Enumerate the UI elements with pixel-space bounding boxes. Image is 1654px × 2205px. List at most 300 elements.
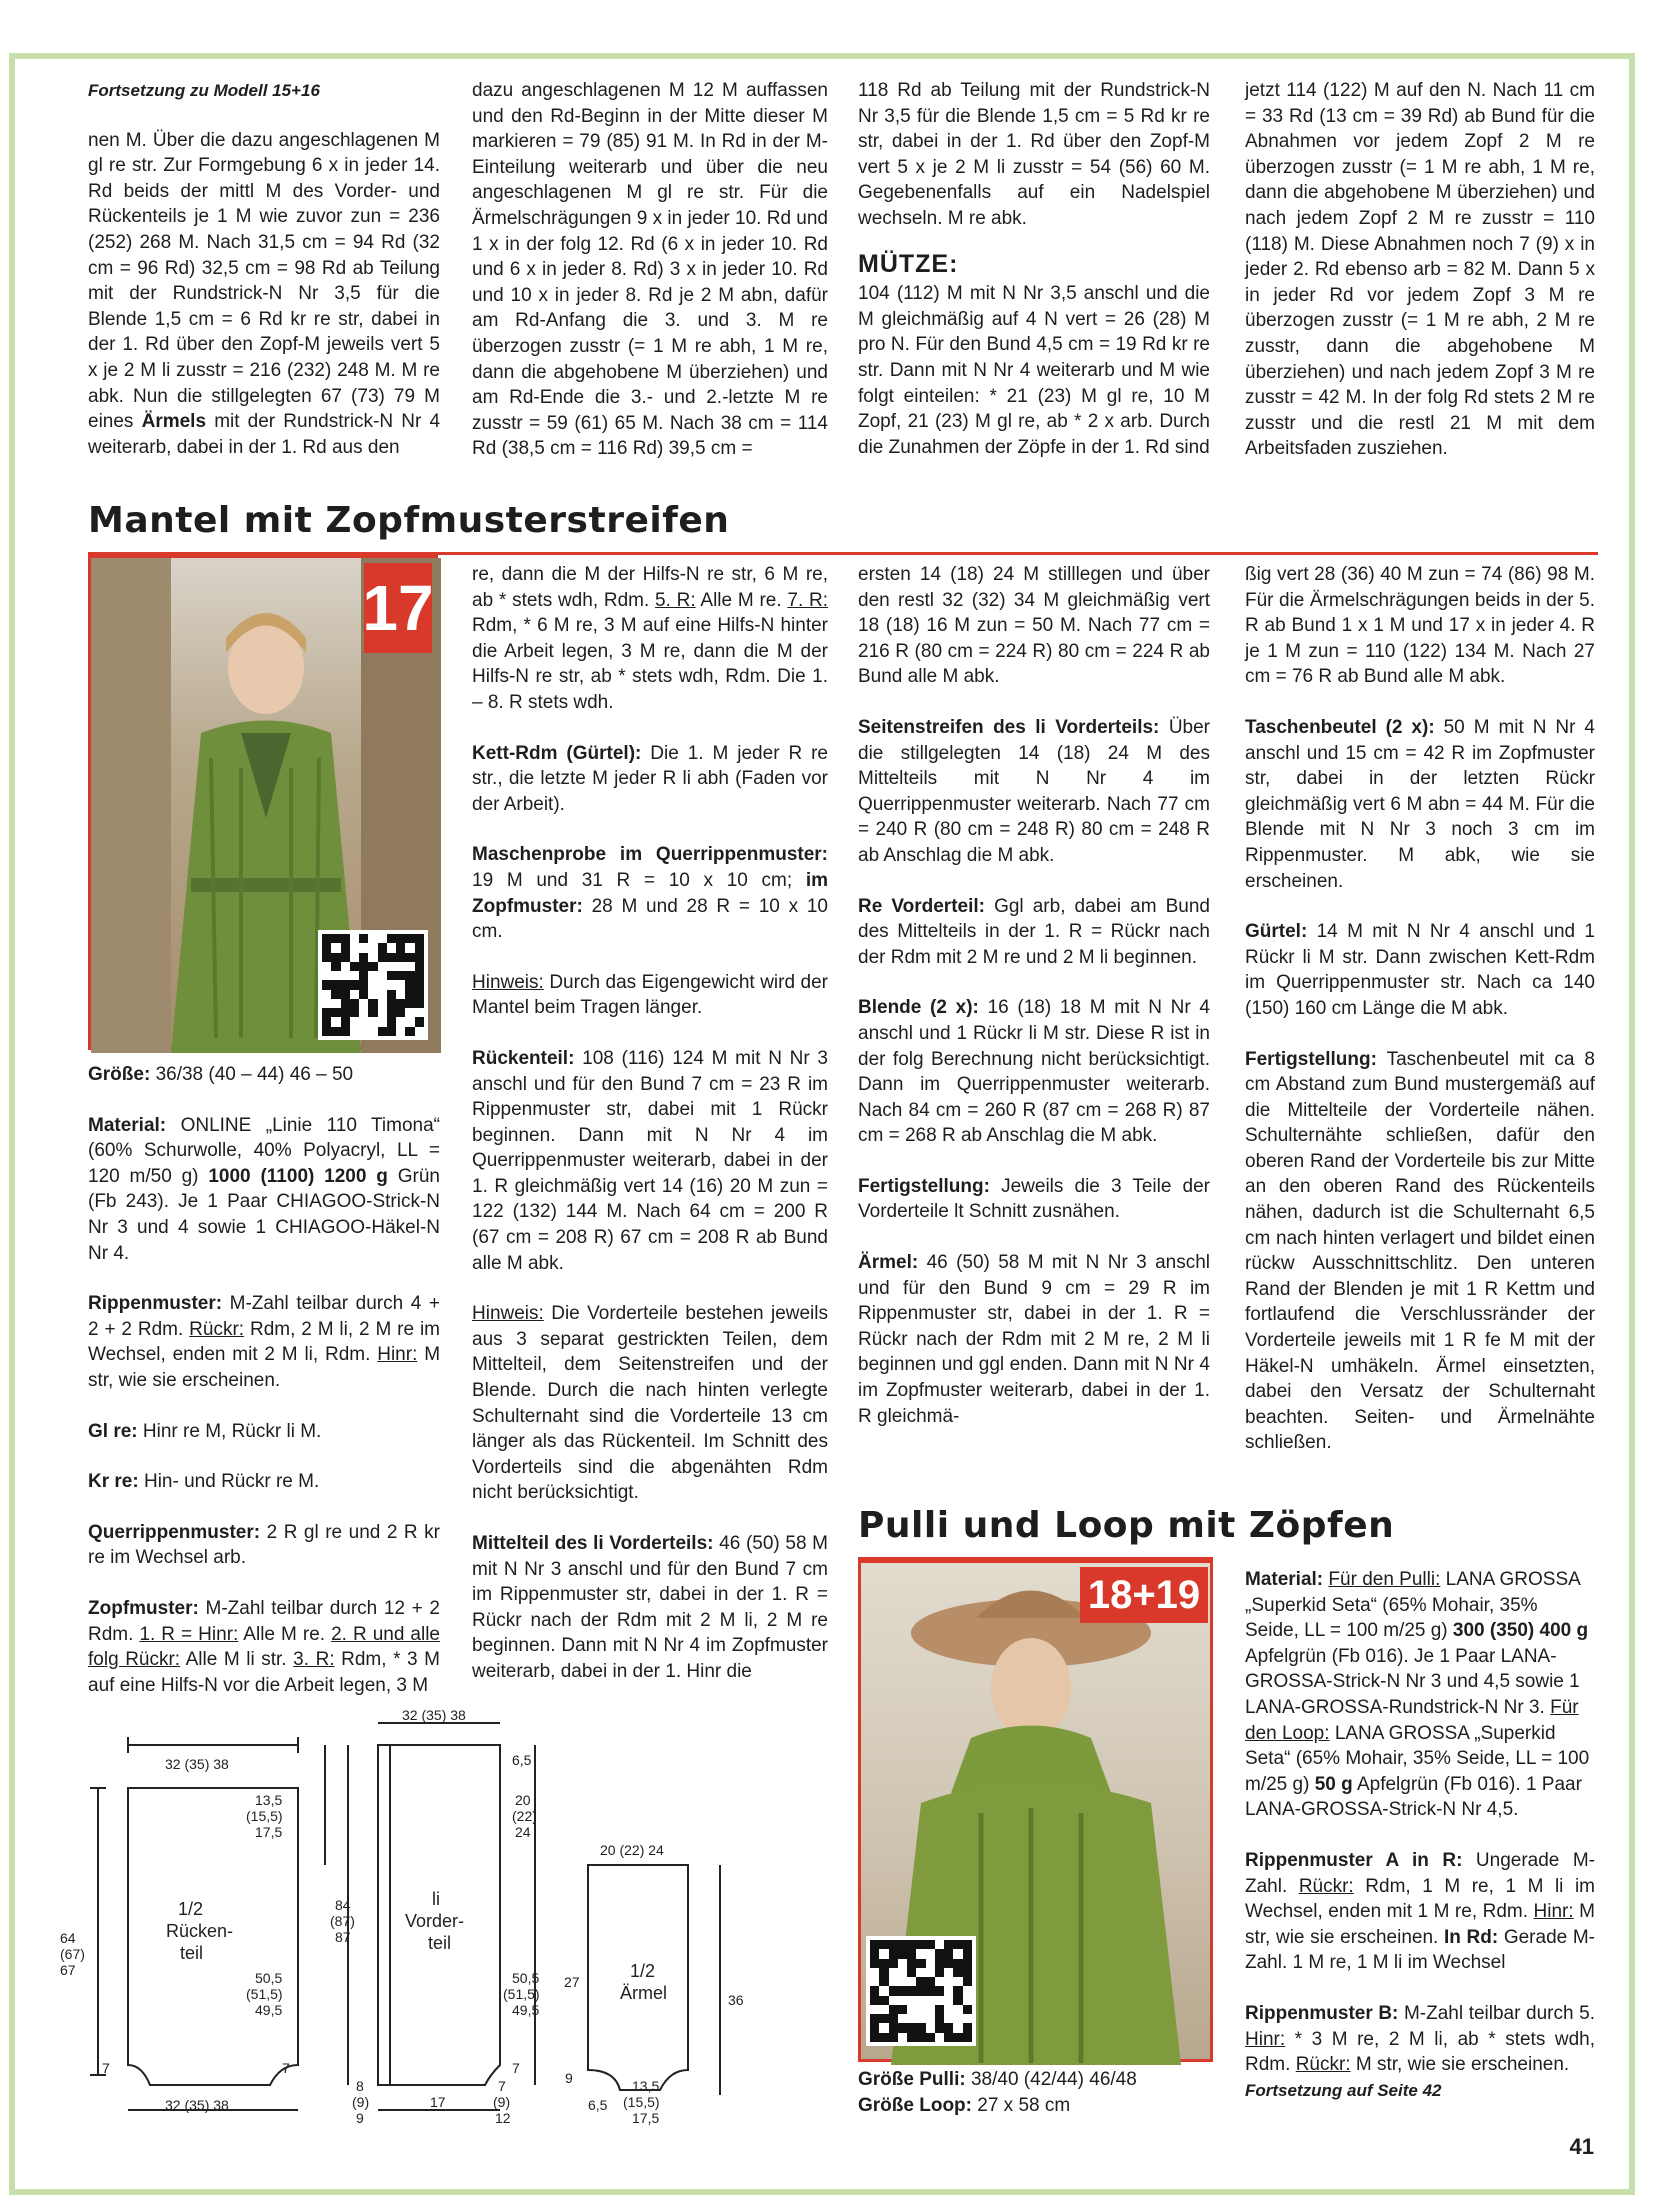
qr-cell — [898, 1940, 907, 1949]
mantel-zopfmuster: Zopfmuster: M-Zahl teilbar durch 12 + 2 Rdm. 1. R = Hinr: Alle M re. 2. R und alle folg Rückr: Alle M li str. 3. R: Rdm, * 3 M auf eine Hilfs-N vor die Arbeit legen, 3 M — [88, 1597, 441, 1696]
qr-cell — [935, 1949, 944, 1958]
qr-cell — [889, 1940, 898, 1949]
qr-cell — [916, 1940, 925, 1949]
qr-cell — [350, 1008, 359, 1017]
qr-cell — [879, 1996, 888, 2005]
qr-cell — [322, 990, 331, 999]
qr-cell — [916, 1996, 925, 2005]
qr-cell — [926, 2014, 935, 2023]
mantel-fertigstellung: Fertigstellung: Jeweils die 3 Teile der Vorderteile lt Schnitt zusnähen. — [858, 1175, 1211, 1223]
qr-cell — [907, 2033, 916, 2042]
qr-cell — [341, 953, 350, 962]
qr-cell — [944, 1986, 953, 1995]
qr-cell — [916, 2005, 925, 2014]
qr-cell — [396, 980, 405, 989]
qr-cell — [870, 1986, 879, 1995]
qr-cell — [341, 1017, 350, 1026]
back-piece-label-1: 1/2 — [178, 1899, 204, 1919]
mantel-blende: Blende (2 x): 16 (18) 18 M mit N Nr 4 anschl und 1 Rückr li M str. Diese R ist in der folg Berechnung nicht berücksichtigt. Dann im Querrippenmuster weiterarb. Nach 84 cm = 260 R (87 cm = 268 R) 87 cm = 268 R ab Anschlag die M abk. — [858, 997, 1210, 1147]
back-rib-right: 7 — [282, 2060, 290, 2076]
qr-cell — [405, 943, 414, 952]
qr-cell — [396, 1008, 405, 1017]
qr-cell — [889, 1949, 898, 1958]
front-height-3: 87 — [335, 1929, 351, 1945]
qr-cell — [405, 990, 414, 999]
qr-cell — [415, 980, 424, 989]
qr-cell — [331, 990, 340, 999]
qr-cell — [359, 999, 368, 1008]
qr-cell — [926, 2033, 935, 2042]
mutze-heading: MÜTZE: — [858, 249, 959, 278]
qr-cell — [963, 2023, 972, 2032]
qr-cell — [898, 1968, 907, 1977]
sleeve-length-total: 36 — [728, 1992, 744, 2008]
qr-cell — [907, 2023, 916, 2032]
qr-cell — [359, 934, 368, 943]
qr-cell — [331, 971, 340, 980]
mantel-taschenbeutel: Taschenbeutel (2 x): 50 M mit N Nr 4 anschl und 15 cm = 42 R im Zopfmuster str, dabei in der letzten Rückr gleichmäßig vert 6 M abn = 44 M. Für die Blende mit N Nr 3 noch 3 cm im Rippenmuster. M abk, wie sie erscheinen. — [1245, 716, 1595, 892]
qr-cell — [963, 1959, 972, 1968]
qr-cell — [926, 1959, 935, 1968]
qr-cell — [359, 971, 368, 980]
qr-cell — [322, 953, 331, 962]
back-width-3: 49,5 — [255, 2002, 283, 2018]
mantel-column-3 — [858, 562, 1210, 1429]
qr-cell — [350, 999, 359, 1008]
qr-cell — [350, 962, 359, 971]
qr-cell — [944, 2023, 953, 2032]
qr-cell — [396, 943, 405, 952]
pulli-continuation-note: Fortsetzung auf Seite 42 — [1245, 2080, 1442, 2100]
qr-cell — [944, 1996, 953, 2005]
qr-cell — [953, 2005, 962, 2014]
qr-cell — [898, 1959, 907, 1968]
qr-cell — [368, 953, 377, 962]
mutze-text: 104 (112) M mit N Nr 3,5 anschl und die M gleichmäßig auf 4 N vert = 26 (28) M pro N. Für den Bund 4,5 cm = 19 Rd kr re str. Dann mit N Nr 4 weiterarb und M wie folgt einteilen: * 21 (23) M gl re, 10 M Zopf, 21 (23) M gl re, ab * 2 x arb. Durch die Zunahmen der Zöpfe in der 1. Rd sind — [858, 283, 1210, 458]
sleeve-bottom-2: (15,5) — [623, 2094, 660, 2110]
qr-cell — [341, 934, 350, 943]
pulli-rippen-b: Rippenmuster B: M-Zahl teilbar durch 5. Hinr: * 3 M re, 2 M li, ab * stets wdh, Rdm. Rückr: M str, wie sie erscheinen. — [1245, 2002, 1595, 2076]
sleeve-bottom-1: 13,5 — [632, 2078, 660, 2094]
qr-cell — [378, 999, 387, 1008]
mantel-aermel: Ärmel: 46 (50) 58 M mit N Nr 3 anschl und für den Bund 9 cm = 29 R im Rippenmuster str, dabei in der 1. R = Rückr nach der Rdm mit 2 M re, 2 M li beginnen und ggl enden. Dann mit N Nr 4 im Zopfmuster weiterarb, dabei in der 1. R gleichmä- — [858, 1252, 1210, 1427]
qr-cell — [907, 1986, 916, 1995]
qr-cell — [953, 1949, 962, 1958]
qr-cell — [870, 1940, 879, 1949]
front-side-2: (9) — [493, 2094, 511, 2110]
qr-cell — [331, 1008, 340, 1017]
qr-cell — [935, 2023, 944, 2032]
pulli-size: Größe Pulli: 38/40 (42/44) 46/48 — [858, 2069, 1137, 2090]
front-bottom-width: 17 — [430, 2094, 446, 2110]
qr-cell — [331, 934, 340, 943]
qr-cell — [907, 1940, 916, 1949]
qr-cell — [350, 934, 359, 943]
qr-cell — [963, 1977, 972, 1986]
qr-cell — [322, 943, 331, 952]
qr-cell — [341, 990, 350, 999]
qr-cell — [889, 1959, 898, 1968]
top-column-1 — [88, 78, 440, 460]
qr-cell — [944, 1959, 953, 1968]
pulli-sizes — [858, 2067, 1218, 2118]
back-side-3: 17,5 — [255, 1824, 283, 1840]
qr-cell — [963, 1996, 972, 2005]
qr-cell — [870, 2014, 879, 2023]
qr-cell — [898, 2014, 907, 2023]
qr-cell — [953, 1968, 962, 1977]
qr-cell — [907, 1968, 916, 1977]
qr-cell — [898, 2023, 907, 2032]
qr-cell — [898, 2033, 907, 2042]
qr-cell — [359, 980, 368, 989]
mantel-size: Größe: 36/38 (40 – 44) 46 – 50 — [88, 1064, 354, 1085]
qr-cell — [378, 962, 387, 971]
front-neck-2: (22) — [512, 1808, 537, 1824]
mantel-querrippenmuster: Querrippenmuster: 2 R gl re und 2 R kr re im Wechsel arb. — [88, 1521, 440, 1569]
qr-cell — [322, 999, 331, 1008]
sleeve-piece-label-1: 1/2 — [630, 1961, 656, 1981]
qr-cell — [396, 953, 405, 962]
top-column-2 — [472, 78, 828, 462]
mantel-gl-re: Gl re: Hinr re M, Rückr li M. — [88, 1420, 322, 1442]
back-width-2: (51,5) — [246, 1986, 283, 2002]
qr-cell — [889, 1977, 898, 1986]
qr-cell — [916, 1949, 925, 1958]
qr-cell — [368, 1017, 377, 1026]
qr-cell — [889, 1996, 898, 2005]
qr-cell — [935, 2033, 944, 2042]
qr-cell — [387, 1027, 396, 1036]
qr-cell — [879, 2014, 888, 2023]
qr-cell — [963, 1986, 972, 1995]
qr-cell — [898, 1949, 907, 1958]
qr-cell — [368, 980, 377, 989]
qr-cell — [926, 1996, 935, 2005]
qr-cell — [953, 2023, 962, 2032]
qr-cell — [953, 1940, 962, 1949]
qr-cell — [331, 999, 340, 1008]
top-col4-text: jetzt 114 (122) M auf den N. Nach 11 cm = 33 Rd (13 cm = 39 Rd) ab Bund für die Abnahmen vor jedem Zopf 2 M re überzogen zusstr (= 1 M re abh, 1 M re, dann die abgehobene M überziehen) und nach jedem Zopf 2 M re zusstr = 110 (118) M. Diese Abnahmen noch 7 (9) x in jeder 2. Rd ebenso arb = 82 M. Dann 5 x in jeder Rd vor jedem Zopf 3 M re überzogen zusstr (= 1 M re abh, 2 M re zusstr, dann die abgehobene M überziehen) und nach jedem Zopf 3 M re zusstr = 42 M. In der folg Rd stets 2 M re zusstr und die restl 21 M mit dem Arbeitsfaden zusziehen. — [1245, 80, 1595, 460]
qr-cell — [378, 943, 387, 952]
qr-cell — [387, 1008, 396, 1017]
qr-cell — [916, 2014, 925, 2023]
front-piece-label-2: Vorder- — [405, 1911, 465, 1931]
qr-cell — [405, 953, 414, 962]
qr-cell — [350, 990, 359, 999]
qr-cell — [368, 943, 377, 952]
sleeve-bottom-3: 17,5 — [632, 2110, 660, 2126]
qr-cell — [322, 971, 331, 980]
qr-cell — [378, 971, 387, 980]
qr-cell — [387, 943, 396, 952]
qr-cell — [907, 2005, 916, 2014]
qr-cell — [870, 1996, 879, 2005]
qr-cell — [350, 1027, 359, 1036]
qr-cell — [935, 1986, 944, 1995]
qr-cell — [378, 1027, 387, 1036]
qr-cell — [322, 962, 331, 971]
qr-cell — [879, 2005, 888, 2014]
top-column-4 — [1245, 78, 1595, 462]
qr-cell — [331, 962, 340, 971]
qr-cell — [916, 1959, 925, 1968]
qr-cell — [879, 1968, 888, 1977]
mantel-title: Mantel mit Zopfmusterstreifen — [88, 500, 730, 541]
front-height-2: (87) — [330, 1913, 355, 1929]
qr-cell — [879, 1940, 888, 1949]
front-blende-2: (9) — [352, 2094, 370, 2110]
qr-cell — [396, 971, 405, 980]
front-side-3: 12 — [495, 2110, 511, 2126]
qr-cell — [953, 1959, 962, 1968]
qr-cell — [331, 980, 340, 989]
top-col2-text: dazu angeschlagenen M 12 M auffassen und den Rd-Beginn in der Mitte dieser M markieren = 79 (85) 91 M. In Rd in der M-Einteilung weiterarb und über die neu angeschlagenen M gl re str. Für die Ärmelschrägungen 9 x in jeder 10. Rd und 1 x in der folg 12. Rd (6 x in jeder 10. Rd und 6 x in jeder 8. Rd) 3 x in jeder 10. Rd und 10 x in jeder 8. Rd je 2 M abn, dafür am Rd-Anfang die 3. und 3. M re überzogen zusstr (= 1 M re abh, 1 M re, dann die abgehobene M überziehen) und am Rd-Ende die 3.- und 2.-letzte M re zusstr = 59 (61) 65 M. Nach 38 cm = 114 Rd (38,5 cm = 116 Rd) 39,5 cm = — [472, 80, 828, 460]
mantel-fertigstellung-2: Fertigstellung: Taschenbeutel mit ca 8 cm Abstand zum Bund mustergemäß auf die Mittelteile der Vorderteile nähen. Schulternähte schließen, dafür den oberen Rand der Vorderteile bis zur Mitte an den oberen Rand des Rückenteils nähen, dadurch ist die Schulternaht 6,5 cm nach hinten verlagert und bildet einen rückw Ausschnittschlitz. Den unteren Rand der Blenden je mit 1 R Kettm und fortlaufend die Verschlussränder der Vorderteile jeweils mit 1 R fe M mit der Häkel-N umhäkeln. Ärmel einsetzten, dabei den Versatz der Schulternaht beachten. Seiten- und Ärmelnähte schließen. — [1245, 1048, 1596, 1454]
qr-cell — [944, 1940, 953, 1949]
qr-cell — [898, 2005, 907, 2014]
qr-cell — [387, 971, 396, 980]
mantel-re-vorderteil: Re Vorderteil: Ggl arb, dabei am Bund des Mittelteils in der 1. R = Rückr nach der Rdm mit 2 M re und 2 M li beginnen. — [858, 895, 1210, 968]
qr-cell — [341, 1008, 350, 1017]
page-number: 41 — [1569, 2134, 1594, 2159]
qr-cell — [341, 971, 350, 980]
mantel-model-badge: 17 — [364, 563, 432, 653]
qr-cell — [916, 1977, 925, 1986]
qr-cell — [907, 2014, 916, 2023]
mantel-column-4 — [1245, 562, 1595, 1456]
qr-cell — [944, 1968, 953, 1977]
qr-cell — [396, 999, 405, 1008]
back-height-3: 67 — [60, 1962, 76, 1978]
qr-cell — [944, 2005, 953, 2014]
qr-cell — [378, 980, 387, 989]
top-col1-text: nen M. Über die dazu angeschlagenen M gl re str. Zur Formgebung 6 x in jeder 14. Rd beids der mittl M des Vorder- und Rückenteils je 1 M wie zuvor zun = 236 (252) 268 M. Nach 31,5 cm = 94 Rd (32 cm = 96 Rd) 32,5 cm = 98 Rd ab Teilung mit der Rundstrick-N Nr 3,5 für die Blende 1,5 cm = 6 Rd kr re str, dabei in der 1. Rd über den Zopf-M jeweils vert 5 x je 2 M li zusstr = 216 (232) 248 M. M re abk. Nun die stillgelegten 67 (73) 79 M eines Ärmels mit der Rundstrick-N Nr 4 weiterarb, dabei in der 1. Rd aus den — [88, 129, 441, 458]
mantel-column-2 — [472, 562, 828, 1685]
mantel-kett-rdm: Kett-Rdm (Gürtel): Die 1. M jeder R re str., die letzte M jeder R li abh (Faden vor der Arbeit). — [472, 742, 828, 815]
qr-cell — [359, 962, 368, 971]
qr-cell — [341, 962, 350, 971]
qr-cell — [415, 962, 424, 971]
pulli-material: Material: Für den Pulli: LANA GROSSA „Superkid Seta“ (65% Mohair, 35% Seide, LL = 100 m/25 g) 300 (350) 400 g Apfelgrün (Fb 016). Je 1 Paar LANA-GROSSA-Strick-N Nr 3 und 4,5 sowie 1 LANA-GROSSA-Rundstrick-N Nr 3. Für den Loop: LANA GROSSA „Superkid Seta“ (65% Mohair, 35% Seide, LL = 100 m/25 g) 50 g Apfelgrün (Fb 016). 1 Paar LANA-GROSSA-Strick-N Nr 4,5. — [1245, 1569, 1590, 1821]
qr-cell — [944, 2033, 953, 2042]
mantel-column-1 — [88, 1062, 440, 1698]
qr-cell — [405, 1017, 414, 1026]
loop-size: Größe Loop: 27 x 58 cm — [858, 2094, 1071, 2116]
front-blende-3: 9 — [356, 2110, 364, 2126]
front-neck-1: 20 — [515, 1792, 531, 1808]
back-height-2: (67) — [60, 1946, 85, 1962]
qr-cell — [350, 980, 359, 989]
qr-cell — [898, 1996, 907, 2005]
back-width-1: 50,5 — [255, 1970, 283, 1986]
qr-cell — [415, 1017, 424, 1026]
qr-cell — [889, 1968, 898, 1977]
qr-cell — [322, 1008, 331, 1017]
qr-cell — [359, 1008, 368, 1017]
mantel-aermel-cont: ßig vert 28 (36) 40 M zun = 74 (86) 98 M. Für die Ärmelschrägungen beids in der 5. R ab Bund 1 x 1 M und 17 x in jeder 4. R je 1 M zun = 110 (122) 134 M. Nach 27 cm = 76 R ab Bund alle M abk. — [1245, 564, 1595, 688]
qr-cell — [926, 1940, 935, 1949]
qr-cell — [889, 2033, 898, 2042]
qr-cell — [322, 980, 331, 989]
front-piece-label-1: li — [432, 1889, 440, 1909]
qr-cell — [359, 990, 368, 999]
qr-cell — [870, 2033, 879, 2042]
qr-cell — [387, 980, 396, 989]
qr-cell — [331, 1017, 340, 1026]
qr-cell — [341, 999, 350, 1008]
front-height-1: 84 — [335, 1897, 351, 1913]
qr-cell — [916, 1986, 925, 1995]
front-blende-1: 8 — [356, 2078, 364, 2094]
sleeve-cuff: 9 — [565, 2070, 573, 2086]
qr-cell — [870, 1959, 879, 1968]
qr-cell — [350, 1017, 359, 1026]
qr-cell — [387, 990, 396, 999]
qr-cell — [879, 1986, 888, 1995]
qr-cell — [396, 990, 405, 999]
qr-cell — [870, 1949, 879, 1958]
qr-cell — [387, 962, 396, 971]
qr-cell — [368, 999, 377, 1008]
qr-cell — [907, 1949, 916, 1958]
qr-cell — [359, 953, 368, 962]
qr-cell — [953, 2014, 962, 2023]
qr-cell — [870, 1968, 879, 1977]
qr-cell — [926, 2005, 935, 2014]
qr-cell — [879, 2033, 888, 2042]
back-piece-label-2: Rücken- — [166, 1921, 234, 1941]
front-width-1: 50,5 — [512, 1970, 540, 1986]
qr-cell — [368, 990, 377, 999]
qr-cell — [916, 2023, 925, 2032]
qr-cell — [879, 1977, 888, 1986]
pulli-model-badge: 18+19 — [1080, 1567, 1208, 1623]
continuation-note: Fortsetzung zu Modell 15+16 — [88, 81, 320, 100]
qr-cell — [907, 1996, 916, 2005]
mantel-maschenprobe: Maschenprobe im Querrippenmuster: 19 M und 31 R = 10 x 10 cm; im Zopfmuster: 28 M und 28 R = 10 x 10 cm. — [472, 844, 828, 943]
qr-cell — [368, 934, 377, 943]
qr-cell — [341, 1027, 350, 1036]
qr-cell — [378, 953, 387, 962]
qr-cell — [953, 2033, 962, 2042]
qr-cell — [350, 953, 359, 962]
mantel-material: Material: ONLINE „Linie 110 Timona“ (60% Schurwolle, 40% Polyacryl, LL = 120 m/50 g) 1000 (1100) 1200 g Grün (Fb 243). Je 1 Paar CHIAGOO-Strick-N Nr 3 und 4 sowie 1 CHIAGOO-Häkel-N Nr 4. — [88, 1114, 440, 1264]
mantel-rueckenteil: Rückenteil: 108 (116) 124 M mit N Nr 3 anschl und für den Bund 7 cm = 23 R im Rippenmuster str, dabei mit 1 Rückr beginnen. Dann mit N Nr 4 im Querrippenmuster weiterarb, dabei in der 1. R gleichmäßig vert 14 (16) 20 M zun = 122 (132) 144 M. Nach 64 cm = 200 R (67 cm = 208 R) 67 cm = 208 R ab Bund alle M abk. — [472, 1047, 828, 1274]
qr-cell — [405, 962, 414, 971]
pulli-column — [1245, 1567, 1595, 2103]
qr-cell — [387, 1017, 396, 1026]
back-bottom-width: 32 (35) 38 — [165, 2097, 229, 2113]
front-neck-3: 24 — [515, 1824, 531, 1840]
sleeve-piece-label-2: Ärmel — [620, 1983, 668, 2003]
qr-cell — [415, 1008, 424, 1017]
qr-cell — [870, 2005, 879, 2014]
qr-cell — [415, 934, 424, 943]
qr-cell — [359, 1017, 368, 1026]
pulli-qr-code-icon[interactable] — [866, 1936, 976, 2046]
qr-cell — [935, 1968, 944, 1977]
qr-cell — [963, 1949, 972, 1958]
qr-cell — [350, 943, 359, 952]
qr-cell — [322, 1027, 331, 1036]
qr-cell — [879, 1949, 888, 1958]
qr-cell — [378, 1008, 387, 1017]
qr-cell — [870, 2023, 879, 2032]
qr-cell — [405, 980, 414, 989]
qr-cell — [331, 953, 340, 962]
qr-cell — [368, 962, 377, 971]
qr-cell — [907, 1977, 916, 1986]
pattern-diagram — [60, 1707, 760, 2126]
qr-cell — [963, 2033, 972, 2042]
mantel-qr-code-icon[interactable] — [318, 930, 428, 1040]
qr-cell — [889, 2023, 898, 2032]
qr-cell — [944, 1977, 953, 1986]
qr-cell — [322, 1017, 331, 1026]
qr-cell — [331, 1027, 340, 1036]
qr-cell — [935, 2014, 944, 2023]
qr-cell — [870, 1977, 879, 1986]
back-side-1: 13,5 — [255, 1792, 283, 1808]
qr-cell — [396, 962, 405, 971]
qr-cell — [926, 1986, 935, 1995]
qr-cell — [889, 1986, 898, 1995]
qr-cell — [953, 1996, 962, 2005]
mantel-mittelteil-cont: ersten 14 (18) 24 M stilllegen und über den restl 32 (32) 34 M gleichmäßig vert 18 (18) 16 M zun = 50 M. Nach 77 cm = 216 R (80 cm = 224 R) 80 cm = 224 R ab Bund alle M abk. — [858, 564, 1210, 688]
qr-cell — [405, 999, 414, 1008]
mantel-hinweis: Hinweis: Durch das Eigengewicht wird der Mantel beim Tragen länger. — [472, 971, 828, 1019]
qr-cell — [935, 2005, 944, 2014]
qr-cell — [341, 943, 350, 952]
qr-cell — [898, 1977, 907, 1986]
mantel-guertel: Gürtel: 14 M mit N Nr 4 anschl und 1 Rückr li M str. Dann zwischen Kett-Rdm im Querrippenmuster str. Nach ca 140 (150) 160 cm Länge die M abk. — [1245, 921, 1596, 1019]
qr-cell — [378, 1017, 387, 1026]
front-width-2: (51,5) — [503, 1986, 540, 2002]
qr-cell — [387, 999, 396, 1008]
qr-cell — [415, 971, 424, 980]
qr-cell — [359, 1027, 368, 1036]
qr-cell — [898, 1986, 907, 1995]
front-shoulder: 6,5 — [512, 1752, 532, 1768]
qr-cell — [935, 1959, 944, 1968]
qr-cell — [953, 1986, 962, 1995]
qr-cell — [889, 2014, 898, 2023]
back-side-2: (15,5) — [246, 1808, 283, 1824]
sleeve-top-width: 20 (22) 24 — [600, 1842, 664, 1858]
back-rib-left: 7 — [102, 2060, 110, 2076]
qr-cell — [889, 2005, 898, 2014]
qr-cell — [368, 1027, 377, 1036]
qr-cell — [926, 1977, 935, 1986]
qr-cell — [935, 1940, 944, 1949]
qr-cell — [926, 1968, 935, 1977]
qr-cell — [368, 1008, 377, 1017]
qr-cell — [916, 2033, 925, 2042]
mantel-zopf-cont: re, dann die M der Hilfs-N re str, 6 M re, ab * stets wdh, Rdm. 5. R: Alle M re. 7. R: Rdm, * 6 M re, 3 M auf eine Hilfs-N hinter die Arbeit legen, 3 M re, dann die M der Hilfs-N re str, ab * stets wdh, Rdm. Die 1. – 8. R stets wdh. — [472, 564, 829, 713]
qr-cell — [331, 943, 340, 952]
qr-cell — [415, 943, 424, 952]
mantel-seitenstreifen: Seitenstreifen des li Vorderteils: Über die stillgelegten 14 (18) 24 M des Mittelteils mit N Nr 4 im Querrippenmuster weiterarb. Nach 77 cm = 240 R (80 cm = 248 R) 80 cm = 248 R ab Anschlag die M abk. — [858, 716, 1210, 866]
qr-cell — [907, 1959, 916, 1968]
back-height-1: 64 — [60, 1930, 76, 1946]
qr-cell — [387, 934, 396, 943]
qr-cell — [415, 990, 424, 999]
front-top-width: 32 (35) 38 — [402, 1707, 466, 1723]
qr-cell — [405, 1008, 414, 1017]
qr-cell — [879, 2023, 888, 2032]
qr-cell — [396, 1017, 405, 1026]
